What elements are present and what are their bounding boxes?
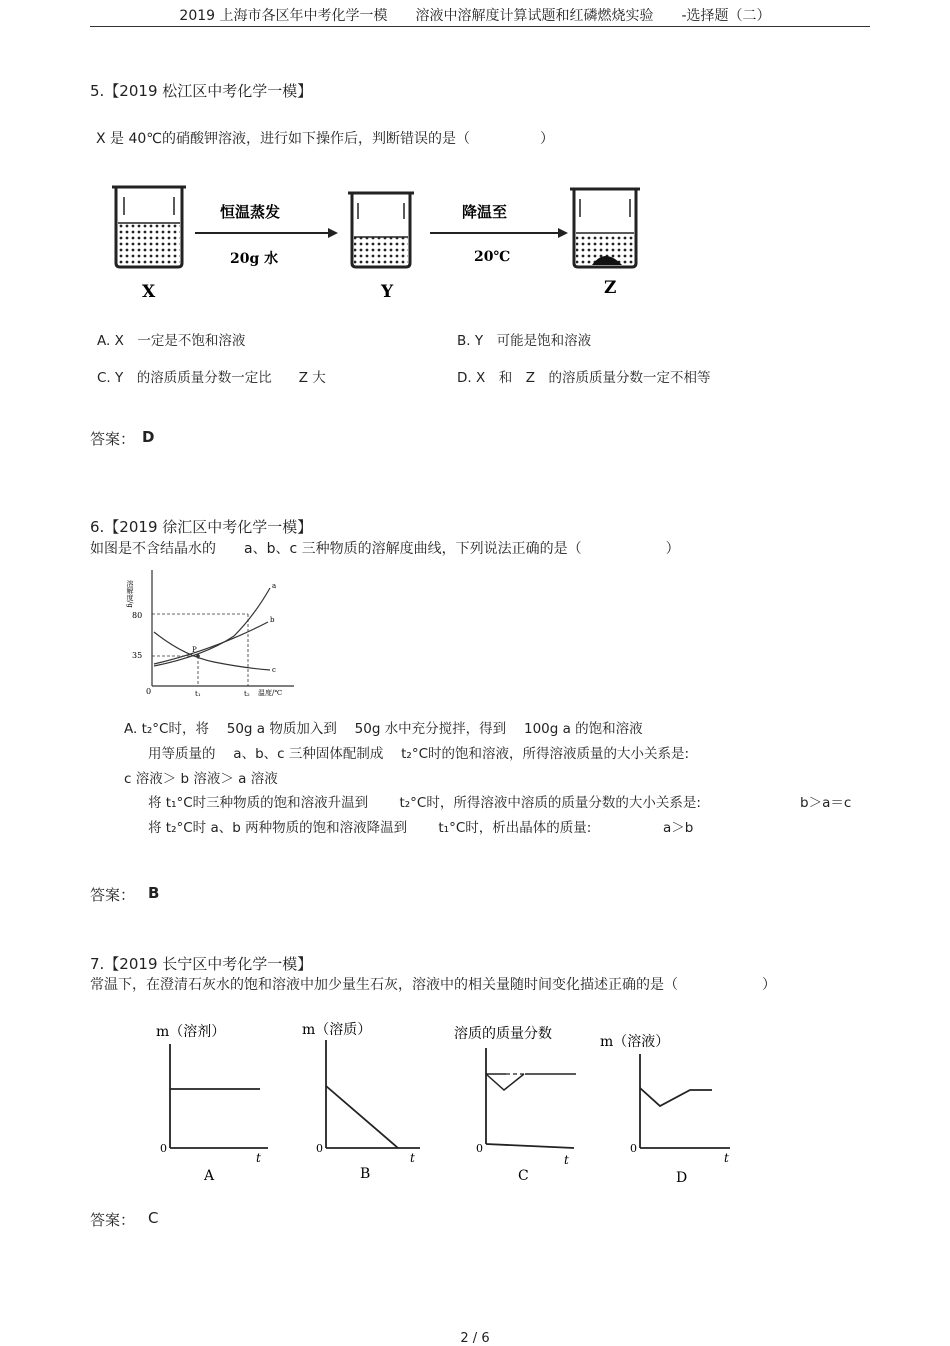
- q6-ytick-35: 35: [132, 651, 143, 660]
- q7-graph-c-t: t: [564, 1153, 569, 1167]
- page-header: 2019 上海市各区年中考化学一模 溶液中溶解度计算试题和红磷燃烧实验 -选择题（二）: [179, 8, 771, 24]
- q7-graph-d-t: t: [724, 1151, 729, 1165]
- q7-graph-a-t: t: [256, 1151, 261, 1165]
- q7-answer: C: [148, 1209, 159, 1227]
- q7-graph-b: [302, 1021, 420, 1182]
- q6-option-c-line2: b＞a＝c: [800, 795, 852, 811]
- q5-step1-bottom: 20g 水: [230, 251, 279, 267]
- q7-answer-label: 答案：: [90, 1211, 136, 1229]
- q7-graphs-figure: [140, 1012, 750, 1192]
- q5-answer-label: 答案：: [90, 430, 136, 448]
- q5-option-b: B. Y 可能是饱和溶液: [457, 333, 592, 349]
- q5-answer: D: [142, 428, 155, 446]
- q6-option-b-line1: 用等质量的 a、b、c 三种固体配制成 t₂°C时的饱和溶液，所得溶液质量的大小关系是:: [148, 746, 690, 762]
- q5-option-a: A. X 一定是不饱和溶液: [97, 333, 246, 349]
- q5-step1-top: 恒温蒸发: [220, 203, 281, 221]
- q7-title: 7.【2019 长宁区中考化学一模】: [90, 955, 313, 973]
- q6-option-d-line2: a＞b: [663, 820, 694, 836]
- q7-graph-d-origin: 0: [630, 1142, 637, 1155]
- q6-answer: B: [148, 884, 160, 902]
- beaker-y-icon: [348, 193, 414, 267]
- q5-title: 5.【2019 松江区中考化学一模】: [90, 82, 313, 100]
- q6-curve-a: [154, 588, 270, 666]
- q7-graph-c-origin: 0: [476, 1142, 483, 1155]
- q6-xtick-t2: t₂: [244, 690, 250, 698]
- page-number: 2 / 6: [460, 1331, 490, 1346]
- q6-curve-b: [154, 622, 268, 664]
- q6-option-a: A. t₂°C时，将 50g a 物质加入到 50g 水中充分搅拌，得到 100g a 的饱和溶液: [124, 721, 643, 737]
- q7-graph-b-label: B: [360, 1166, 371, 1182]
- q6-y-label: 溶解度/g: [126, 580, 134, 608]
- q7-graph-b-origin: 0: [316, 1142, 323, 1155]
- q5-stem: X 是 40℃的硝酸钾溶液，进行如下操作后，判断错误的是（ ）: [96, 131, 555, 147]
- q6-curve-c: [154, 632, 270, 670]
- q7-graph-d-label: D: [676, 1170, 688, 1186]
- q6-label-b: b: [270, 616, 275, 624]
- q7-graph-d-ylabel: m（溶液）: [600, 1034, 670, 1050]
- q6-option-d-line1: 将 t₂°C时 a、b 两种物质的饱和溶液降温到 t₁°C时，析出晶体的质量:: [148, 820, 592, 836]
- q6-solubility-chart: [124, 566, 304, 702]
- q7-graph-a-label: A: [204, 1168, 215, 1184]
- q7-graph-a-ylabel: m（溶剂）: [156, 1024, 226, 1040]
- q5-beaker-figure: [100, 175, 680, 305]
- q6-point-p: P: [192, 646, 197, 654]
- q5-label-z: Z: [604, 278, 617, 298]
- q7-graph-b-t: t: [410, 1151, 415, 1165]
- q6-answer-label: 答案：: [90, 886, 136, 904]
- q5-label-y: Y: [381, 282, 394, 302]
- beaker-z-icon: [570, 189, 640, 267]
- q5-label-x: X: [142, 282, 156, 302]
- q6-xtick-t1: t₁: [195, 690, 201, 698]
- q5-step2-top: 降温至: [462, 203, 508, 221]
- beaker-x-icon: [112, 187, 186, 267]
- q7-graph-c-label: C: [518, 1168, 529, 1184]
- q5-option-d: D. X 和 Z 的溶质质量分数一定不相等: [457, 370, 711, 386]
- q7-graph-a: [156, 1023, 268, 1184]
- q6-option-b-line2: c 溶液＞ b 溶液＞ a 溶液: [124, 771, 278, 787]
- q5-option-c: C. Y 的溶质质量分数一定比 Z 大: [97, 370, 326, 386]
- q7-graph-c-ylabel: 溶质的质量分数: [454, 1026, 552, 1042]
- q6-x-label: 温度/℃: [258, 689, 283, 697]
- q6-title: 6.【2019 徐汇区中考化学一模】: [90, 518, 313, 536]
- q6-origin: 0: [146, 687, 152, 696]
- q6-label-a: a: [272, 582, 277, 590]
- q7-graph-b-ylabel: m（溶质）: [302, 1022, 372, 1038]
- q7-graph-d: [600, 1033, 730, 1186]
- q5-step2-bottom: 20℃: [474, 249, 511, 265]
- q6-label-c: c: [272, 666, 276, 674]
- q6-stem: 如图是不含结晶水的 a、b、c 三种物质的溶解度曲线，下列说法正确的是（ ）: [90, 541, 680, 557]
- header-rule: [90, 26, 870, 27]
- q7-stem: 常温下，在澄清石灰水的饱和溶液中加少量生石灰，溶液中的相关量随时间变化描述正确的是（ ）: [90, 977, 776, 993]
- q7-graph-a-origin: 0: [160, 1142, 167, 1155]
- q6-ytick-80: 80: [132, 611, 143, 620]
- q6-option-c-line1: 将 t₁°C时三种物质的饱和溶液升温到 t₂°C时，所得溶液中溶质的质量分数的大小关系是:: [148, 795, 701, 811]
- q7-graph-c: [454, 1025, 576, 1184]
